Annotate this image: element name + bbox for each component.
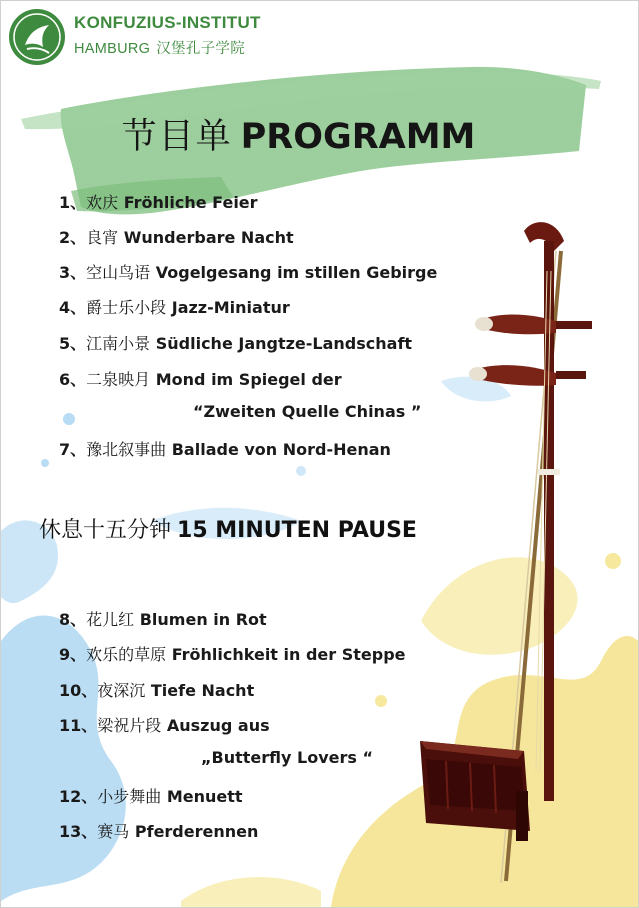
program-title-chinese: 赛马	[97, 822, 130, 841]
blue-drop	[41, 459, 49, 467]
program-item	[59, 819, 258, 842]
program-title-chinese: 欢庆	[86, 193, 119, 212]
confucius-institute-logo	[7, 7, 67, 67]
program-item-continuation: „Butterfly Lovers “	[201, 748, 373, 767]
program-item	[59, 260, 437, 283]
program-title-chinese: 空山鸟语	[86, 263, 151, 282]
program-title-chinese: 梁祝片段	[97, 716, 162, 735]
program-title-chinese: 良宵	[86, 228, 119, 247]
program-title-german: Auszug aus	[166, 716, 270, 735]
blue-drop	[63, 413, 75, 425]
yellow-drop	[375, 695, 387, 707]
program-item	[59, 437, 391, 460]
program-title-german: Fröhlichkeit in der Steppe	[171, 645, 406, 664]
program-number: 5、	[59, 334, 87, 353]
program-number: 10、	[59, 681, 98, 700]
org-city-line	[74, 37, 245, 58]
program-title-chinese: 夜深沉	[97, 681, 146, 700]
program-title-chinese: 二泉映月	[86, 370, 151, 389]
program-title-german: Mond im Spiegel der	[155, 370, 342, 389]
program-title-german: Pferderennen	[134, 822, 259, 841]
blue-drop	[296, 466, 306, 476]
program-title-german: Vogelgesang im stillen Gebirge	[155, 263, 438, 282]
program-number: 2、	[59, 228, 87, 247]
program-title-chinese: 江南小景	[86, 334, 151, 353]
program-item	[59, 331, 412, 354]
intermission-chinese: 休息十五分钟	[39, 518, 172, 543]
program-item	[59, 784, 243, 807]
program-number: 13、	[59, 822, 98, 841]
program-number: 11、	[59, 716, 98, 735]
program-title-german: Südliche Jangtze-Landschaft	[155, 334, 413, 353]
program-item	[59, 225, 294, 248]
program-number: 6、	[59, 370, 87, 389]
title-chinese: 节目单	[121, 117, 233, 157]
program-title-german: Ballade von Nord-Henan	[171, 440, 391, 459]
program-number: 12、	[59, 787, 98, 806]
program-title-german: Blumen in Rot	[139, 610, 267, 629]
program-number: 4、	[59, 298, 87, 317]
program-number: 1、	[59, 193, 87, 212]
intermission-heading	[39, 513, 417, 544]
program-title-german: Wunderbare Nacht	[123, 228, 294, 247]
org-city: HAMBURG	[74, 41, 151, 57]
program-title-chinese: 豫北叙事曲	[86, 440, 167, 459]
yellow-paint-blob	[181, 877, 321, 907]
program-number: 3、	[59, 263, 87, 282]
program-title-german: Jazz-Miniatur	[171, 298, 290, 317]
program-item	[59, 295, 290, 318]
intermission-german: 15 MINUTEN PAUSE	[177, 518, 417, 543]
program-title-chinese: 花儿红	[86, 610, 135, 629]
program-title-chinese: 爵士乐小段	[86, 298, 167, 317]
program-number: 7、	[59, 440, 87, 459]
program-title-german: Tiefe Nacht	[150, 681, 255, 700]
program-item	[59, 607, 267, 630]
page-title	[1, 109, 596, 159]
org-name: KONFUZIUS-INSTITUT	[74, 13, 261, 32]
program-item	[59, 678, 254, 701]
program-item	[59, 713, 270, 736]
program-title-german: Fröhliche Feier	[123, 193, 258, 212]
org-chinese-name: 汉堡孔子学院	[156, 41, 246, 57]
program-number: 9、	[59, 645, 87, 664]
program-item	[59, 642, 406, 665]
erhu-instrument-image	[406, 211, 606, 891]
program-title-chinese: 小步舞曲	[97, 787, 162, 806]
title-german: PROGRAMM	[240, 117, 476, 157]
program-item-continuation: “Zweiten Quelle Chinas ”	[193, 402, 422, 421]
program-number: 8、	[59, 610, 87, 629]
yellow-drop	[605, 553, 621, 569]
program-item	[59, 190, 258, 213]
program-title-chinese: 欢乐的草原	[86, 645, 167, 664]
program-item	[59, 367, 342, 390]
program-title-german: Menuett	[166, 787, 243, 806]
